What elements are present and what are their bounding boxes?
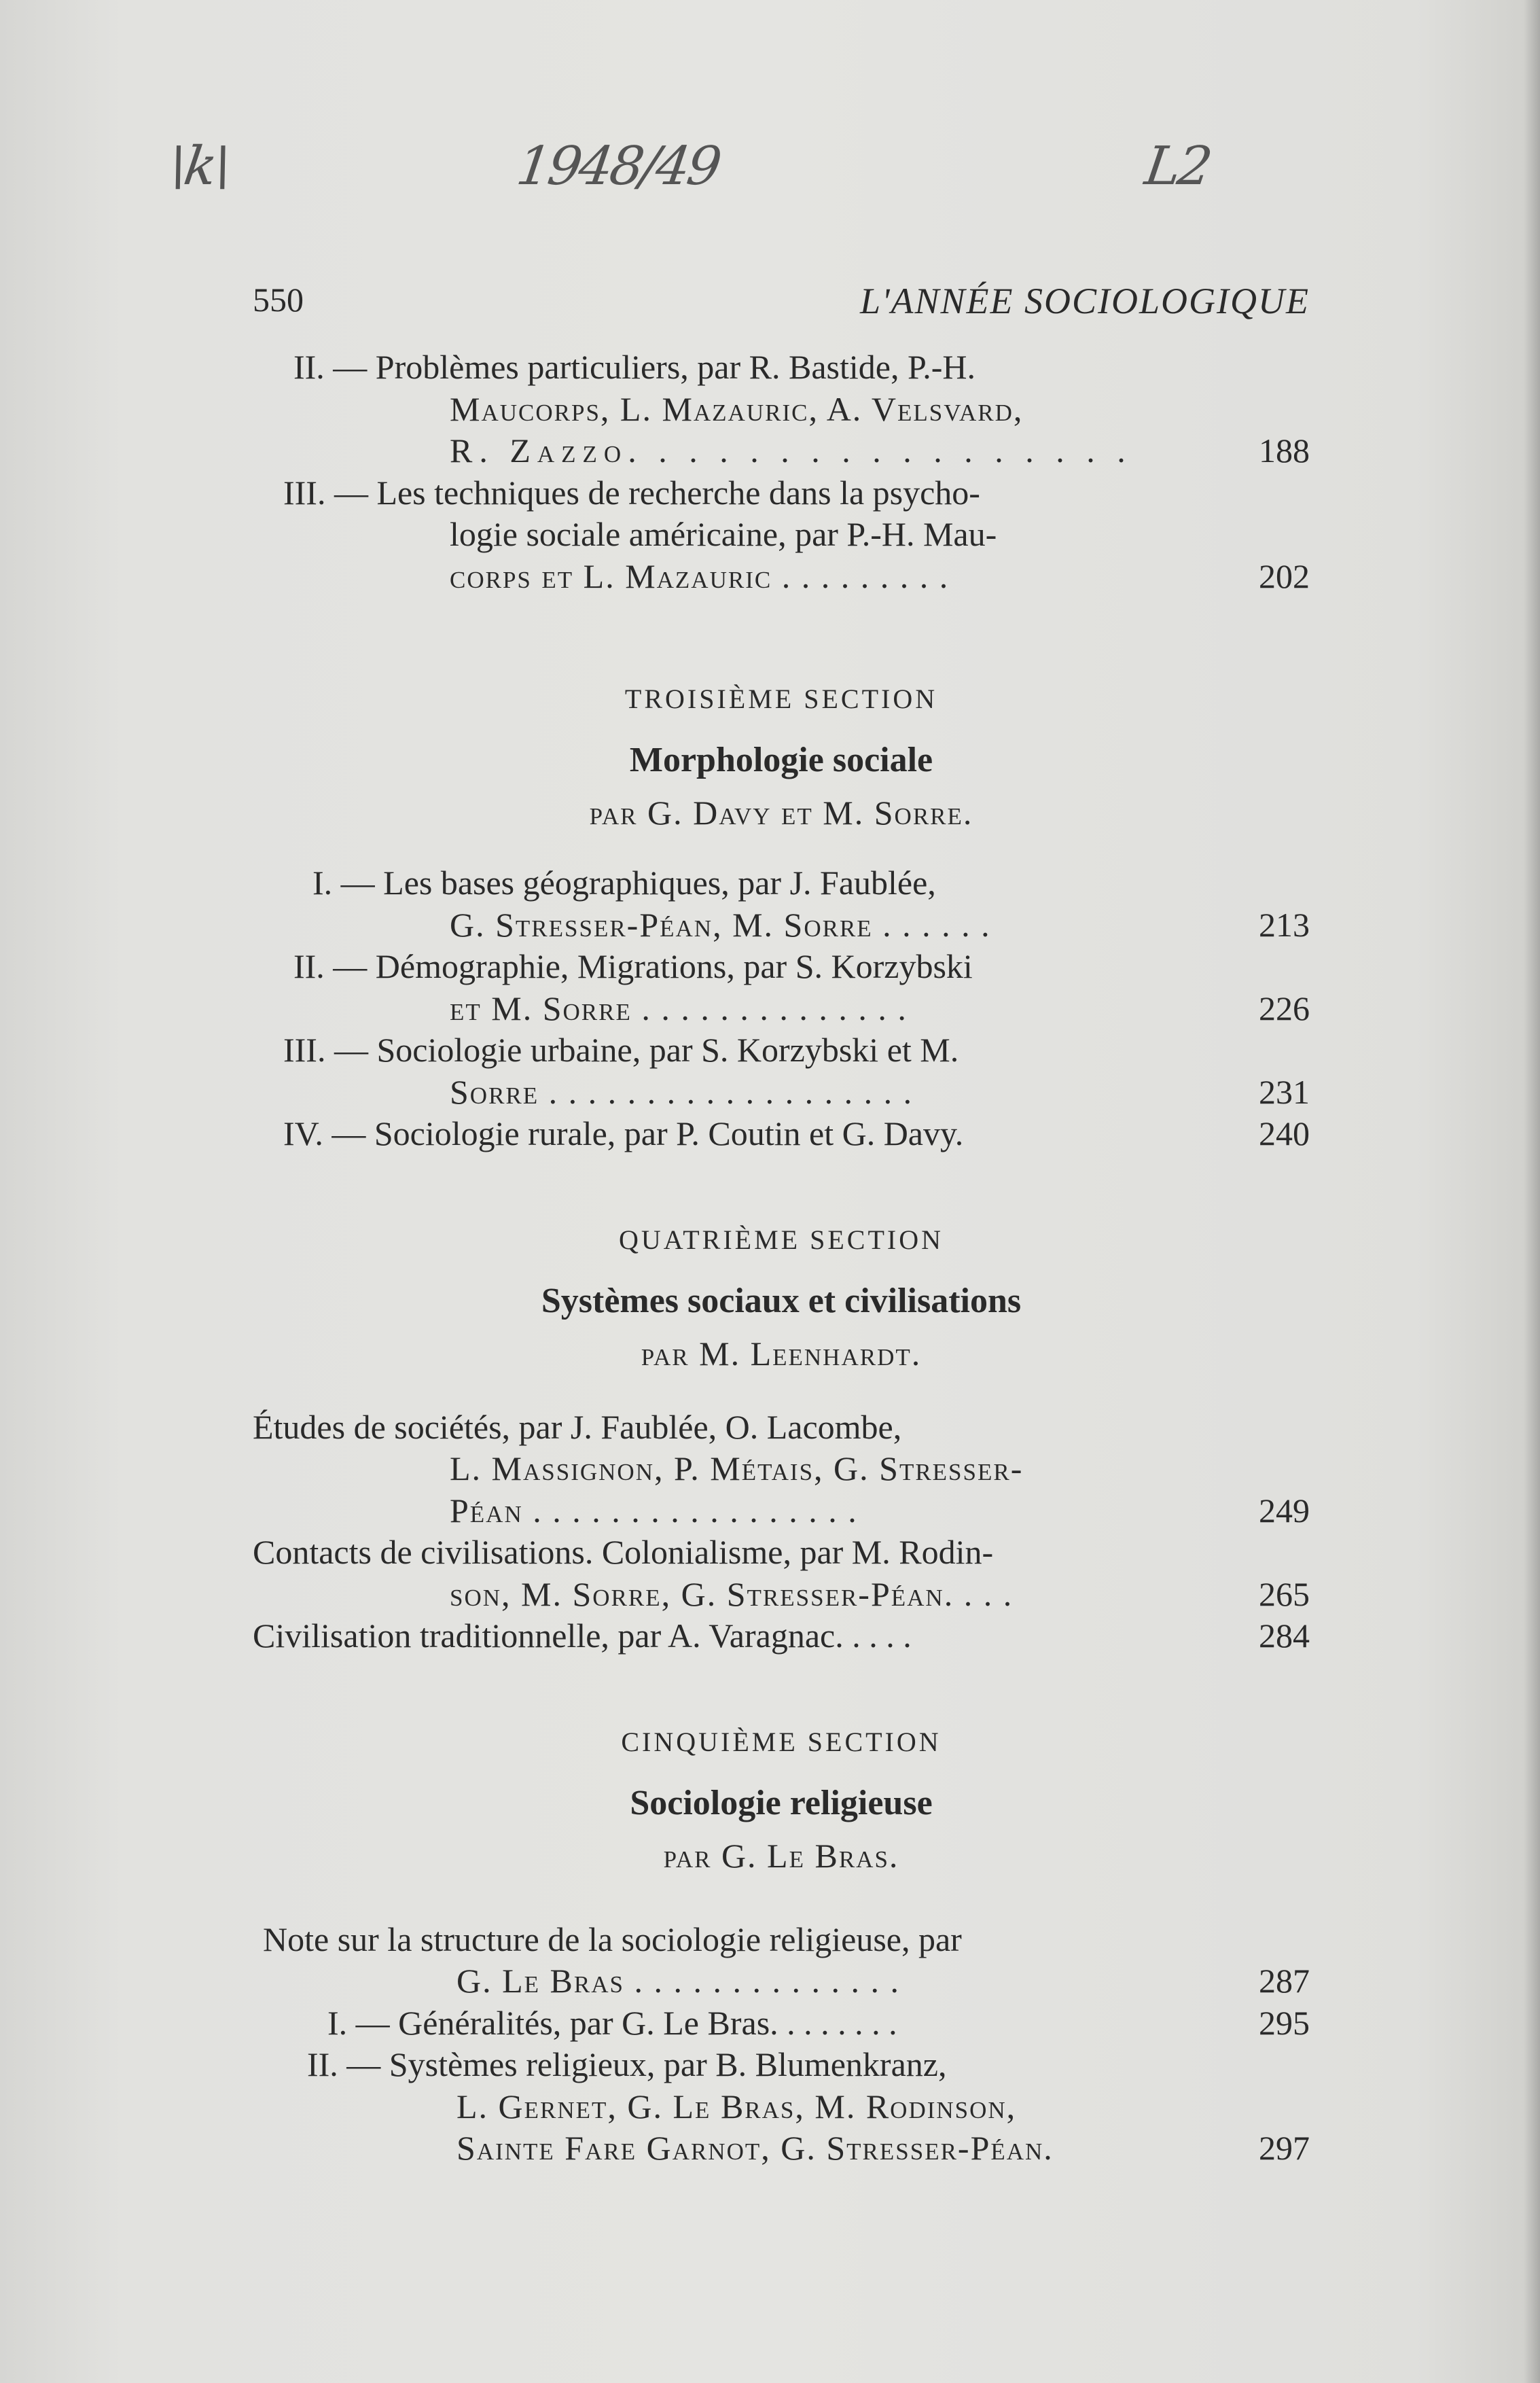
- page-ref: 231: [1259, 1072, 1310, 1111]
- toc-line: G. Le Bras . . . . . . . . . . . . . . 287: [253, 1960, 1310, 2002]
- toc-line: Maucorps, L. Mazauric, A. Velsvard,: [450, 389, 1024, 428]
- section-title: Systèmes sociaux et civilisations: [541, 1281, 1022, 1320]
- section-title: Sociologie religieuse: [630, 1783, 933, 1822]
- toc-line: Sainte Fare Garnot, G. Stresser-Péan. 297: [253, 2128, 1310, 2170]
- page-ref: 284: [1259, 1617, 1310, 1655]
- toc-line: I. — Généralités, par G. Le Bras. . . . . . . . 295: [253, 2002, 1310, 2045]
- section-label: QUATRIÈME SECTION: [619, 1224, 944, 1255]
- toc-line: logie sociale américaine, par P.-H. Mau-: [450, 515, 997, 553]
- toc-line: son, M. Sorre, G. Stresser-Péan. . . . 265: [253, 1574, 1310, 1616]
- section-authors: par G. Le Bras.: [663, 1836, 899, 1875]
- page-ref: 249: [1259, 1491, 1310, 1530]
- toc-line: Études de sociétés, par J. Faublée, O. Lacombe,: [253, 1407, 902, 1446]
- toc-line: R. Zazzo. . . . . . . . . . . . . . . . . 188: [253, 430, 1310, 472]
- page-number: 550: [253, 281, 304, 319]
- toc-line: II. — Systèmes religieux, par B. Blumenkranz,: [307, 2045, 947, 2083]
- page-ref: 295: [1259, 2003, 1310, 2042]
- toc-line: Sorre . . . . . . . . . . . . . . . . . . . 231: [253, 1072, 1310, 1114]
- section-authors: par M. Leenhardt.: [641, 1334, 922, 1373]
- page-ref: 297: [1259, 2129, 1310, 2167]
- page-ref: 287: [1259, 1962, 1310, 2000]
- running-head: [253, 280, 1310, 328]
- toc-line: et M. Sorre . . . . . . . . . . . . . . 226: [253, 988, 1310, 1030]
- toc-line: Civilisation traditionnelle, par A. Varagnac. . . . . 284: [253, 1615, 1310, 1657]
- journal-title: L'ANNÉE SOCIOLOGIQUE: [859, 281, 1310, 321]
- section-label: TROISIÈME SECTION: [624, 684, 938, 714]
- handwritten-mark-center: 1948/49: [513, 136, 723, 197]
- toc-line: II. — Problèmes particuliers, par R. Bastide, P.-H.: [293, 348, 975, 386]
- section-title: Morphologie sociale: [629, 741, 933, 779]
- section-label: CINQUIÈME SECTION: [621, 1726, 942, 1757]
- toc-line: I. — Les bases géographiques, par J. Faublée,: [312, 864, 936, 902]
- toc-line: Péan . . . . . . . . . . . . . . . . . 249: [253, 1490, 1310, 1532]
- page-ref: 188: [1259, 431, 1310, 470]
- page-ref: 240: [1259, 1114, 1310, 1152]
- section-authors: par G. Davy et M. Sorre.: [589, 794, 973, 832]
- toc-line: IV. — Sociologie rurale, par P. Coutin et G. Davy. 240: [253, 1113, 1310, 1155]
- handwritten-mark-right: L2: [1141, 136, 1214, 197]
- handwritten-mark-left: \k\: [165, 136, 234, 197]
- table-of-contents: [253, 347, 1310, 2170]
- toc-line: L. Gernet, G. Le Bras, M. Rodinson,: [456, 2087, 1017, 2125]
- toc-line: II. — Démographie, Migrations, par S. Korzybski: [293, 947, 973, 985]
- toc-line: corps et L. Mazauric . . . . . . . . . 202: [253, 556, 1310, 598]
- page-ref: 213: [1259, 905, 1310, 944]
- toc-line: III. — Sociologie urbaine, par S. Korzybski et M.: [283, 1031, 959, 1069]
- toc-line: L. Massignon, P. Métais, G. Stresser-: [450, 1449, 1024, 1487]
- toc-line: Note sur la structure de la sociologie religieuse, par: [263, 1920, 962, 1958]
- page-edge-shadow: [1524, 0, 1540, 2383]
- toc-line: III. — Les techniques de recherche dans la psycho-: [283, 473, 980, 512]
- page-ref: 226: [1259, 989, 1310, 1027]
- toc-line: G. Stresser-Péan, M. Sorre . . . . . . 213: [253, 904, 1310, 947]
- toc-line: Contacts de civilisations. Colonialisme, par M. Rodin-: [253, 1533, 994, 1571]
- page-ref: 265: [1259, 1574, 1310, 1613]
- page-ref: 202: [1259, 557, 1310, 595]
